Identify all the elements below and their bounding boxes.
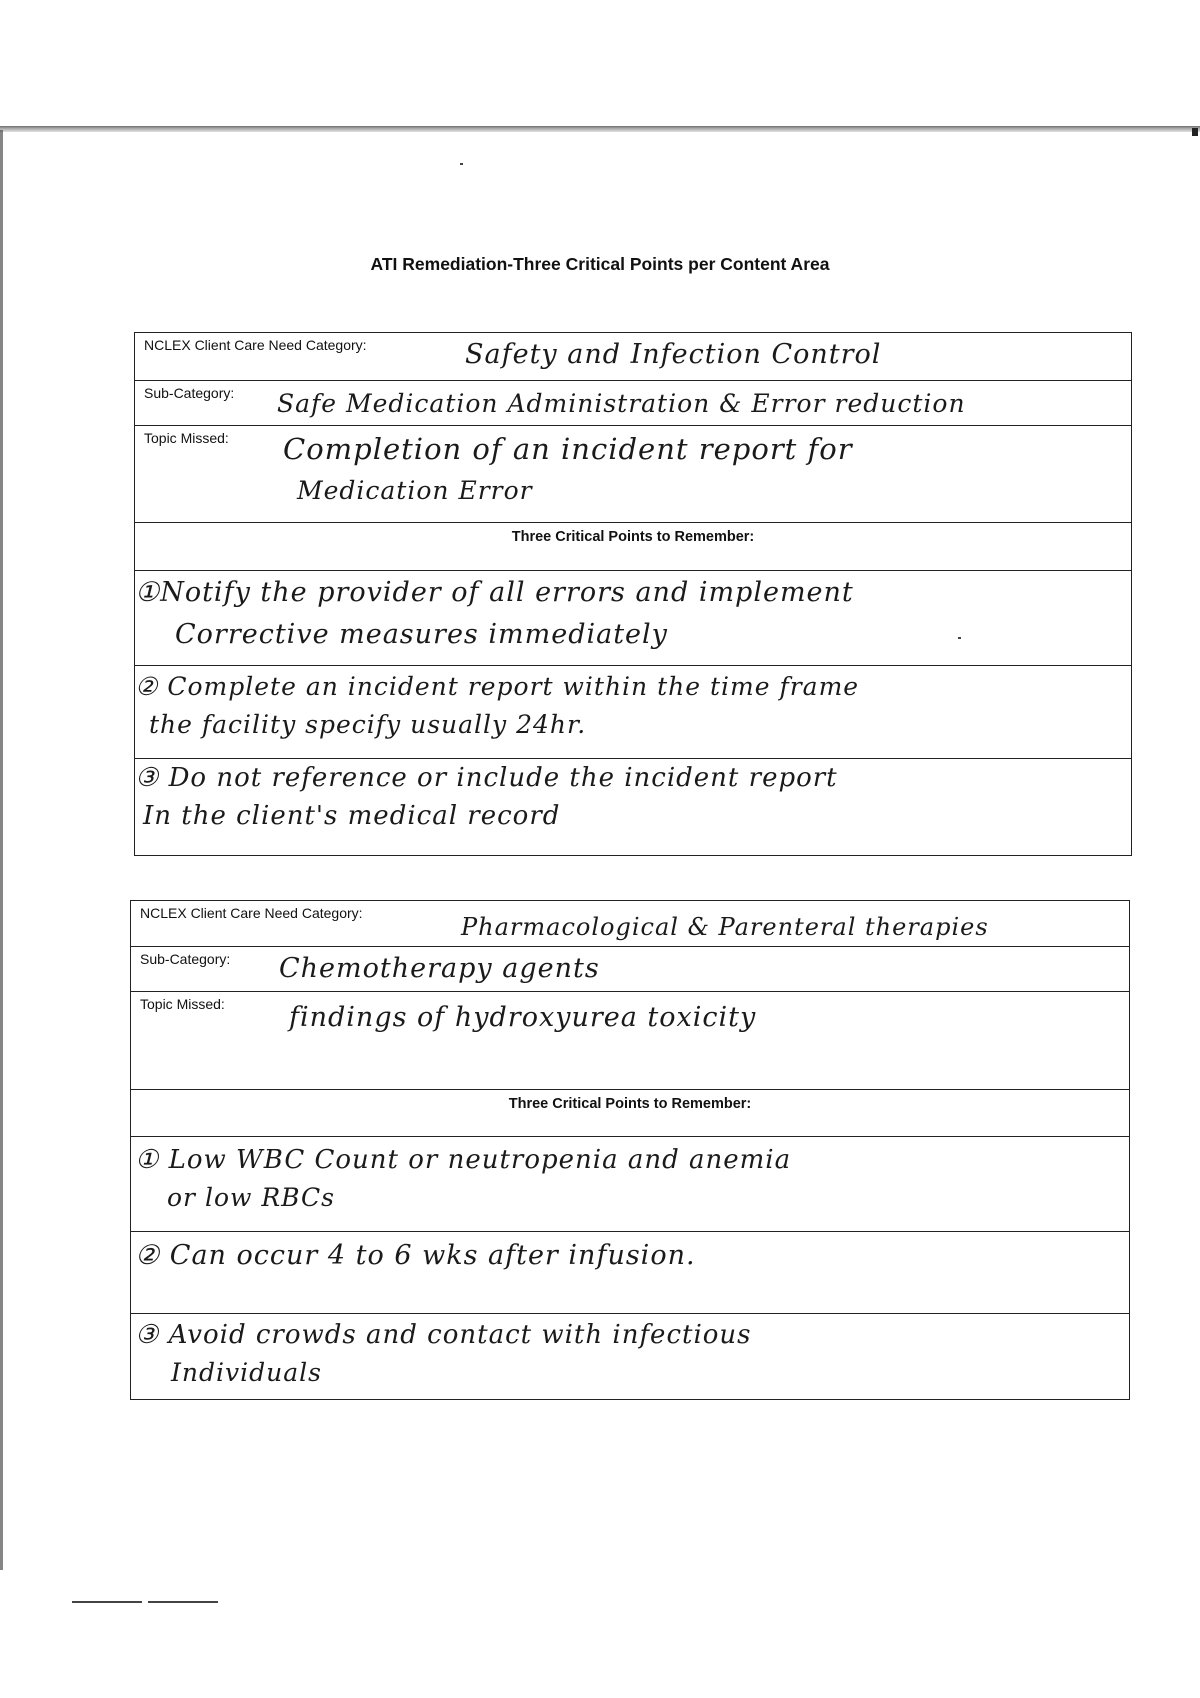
critical-point-1-line-1: ① Low WBC Count or neutropenia and anemia [135, 1145, 792, 1175]
critical-point-2-line-1: ② Complete an incident report within the time frame [135, 672, 860, 701]
category-row [135, 333, 1131, 381]
category-label: NCLEX Client Care Need Category: [144, 337, 367, 353]
critical-point-3-line-2: Individuals [171, 1358, 322, 1387]
subcategory-row [131, 947, 1129, 992]
subcategory-label: Sub-Category: [144, 385, 235, 401]
critical-point-row [131, 1314, 1129, 1399]
topic-value-line-2: Medication Error [297, 476, 533, 505]
document-title: ATI Remediation-Three Critical Points per Content Area [370, 254, 830, 274]
category-value: Pharmacological & Parenteral therapies [461, 913, 989, 941]
critical-point-row [131, 1137, 1129, 1232]
critical-point-1-line-2: Corrective measures immediately [175, 619, 668, 650]
category-label: NCLEX Client Care Need Category: [140, 905, 363, 921]
scan-edge-right [1192, 128, 1198, 136]
critical-point-3-line-1: ③ Avoid crowds and contact with infectious [135, 1320, 752, 1350]
critical-point-2-line-1: ② Can occur 4 to 6 wks after infusion. [135, 1240, 696, 1271]
critical-points-header-row [131, 1090, 1129, 1137]
scan-edge-top [0, 126, 1200, 132]
topic-value-line-1: Completion of an incident report for [283, 432, 853, 466]
remediation-form-1 [134, 332, 1132, 856]
category-row [131, 901, 1129, 947]
subcategory-value: Safe Medication Administration & Error reduction [277, 389, 966, 418]
category-value: Safety and Infection Control [465, 339, 882, 370]
subcategory-value: Chemotherapy agents [279, 953, 600, 984]
critical-point-row [135, 571, 1131, 666]
scan-speck [460, 163, 463, 165]
critical-point-row [135, 759, 1131, 854]
critical-point-row [131, 1232, 1129, 1314]
critical-points-header: Three Critical Points to Remember: [508, 1096, 752, 1112]
topic-label: Topic Missed: [140, 996, 225, 1012]
subcategory-label: Sub-Category: [140, 951, 231, 967]
critical-points-header: Three Critical Points to Remember: [511, 529, 755, 545]
scan-dash [148, 1601, 218, 1603]
critical-point-3-line-1: ③ Do not reference or include the incident report [135, 763, 838, 793]
scan-dash [72, 1601, 142, 1603]
topic-label: Topic Missed: [144, 430, 229, 446]
critical-points-header-row [135, 523, 1131, 571]
critical-point-row [135, 666, 1131, 759]
critical-point-3-line-2: In the client's medical record [143, 801, 561, 831]
scan-edge-left [0, 130, 3, 1570]
topic-row [135, 426, 1131, 523]
critical-point-1-line-1: ①Notify the provider of all errors and implement [135, 577, 854, 608]
topic-row [131, 992, 1129, 1090]
critical-point-2-line-2: the facility specify usually 24hr. [149, 710, 587, 739]
subcategory-row [135, 381, 1131, 426]
topic-value-line-1: findings of hydroxyurea toxicity [289, 1002, 757, 1033]
remediation-form-2 [130, 900, 1130, 1400]
critical-point-1-line-2: or low RBCs [167, 1183, 335, 1212]
